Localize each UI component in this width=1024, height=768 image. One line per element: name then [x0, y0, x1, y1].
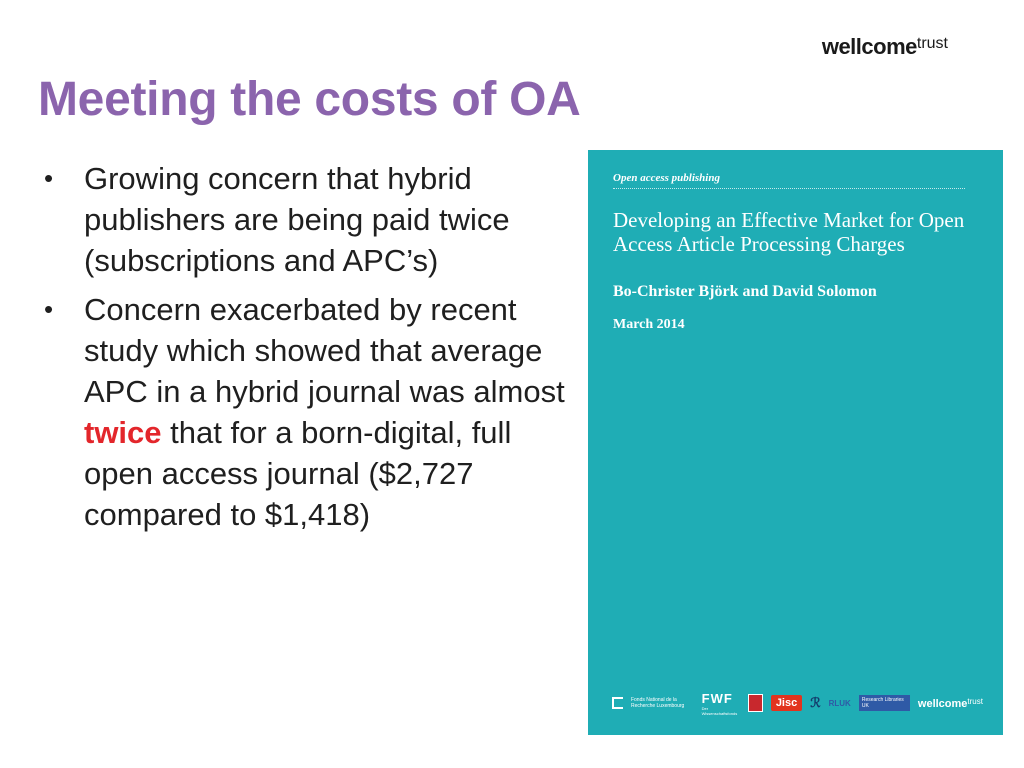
bullet-text-before: Concern exacerbated by recent study which showed that average APC in a hybrid journal was almost: [84, 292, 565, 409]
bullet-text-after: that for a born-digital, full open access journal ($2,727 compared to $1,418): [84, 415, 512, 532]
logo-light-text: trust: [916, 35, 948, 52]
rluk-logo: RLUK: [828, 698, 851, 708]
shield-logo-icon: [748, 694, 763, 712]
cover-date: March 2014: [613, 317, 685, 332]
cover-title: Developing an Effective Market for Open Access Article Processing Charges: [613, 208, 965, 256]
fwf-logo-text: FWF: [701, 690, 733, 706]
cover-wellcome-light: trust: [967, 697, 983, 706]
cover-series: Open access publishing: [613, 172, 720, 184]
bullet-text: Growing concern that hybrid publishers are being paid twice (subscriptions and APC’s): [84, 161, 510, 278]
report-cover-image: [588, 150, 1003, 735]
bullet-item: [40, 289, 580, 535]
fwf-logo-subtext: Der Wissenschaftsfonds: [701, 705, 738, 716]
fnr-logo-icon: [612, 697, 623, 709]
cover-dotted-rule: [613, 188, 965, 189]
cover-authors: Bo-Christer Björk and David Solomon: [613, 283, 877, 300]
logo-bold-text: wellcome: [821, 34, 917, 59]
cover-wellcome-logo: [918, 694, 983, 712]
fwf-logo: [702, 691, 741, 716]
fnr-logo-text: Fonds National de la Recherche Luxembourg: [630, 697, 685, 709]
swirl-logo-icon: ℛ: [810, 695, 821, 710]
highlight-word: twice: [84, 415, 162, 450]
bullet-dot-icon: •: [44, 294, 54, 324]
cover-funder-logos: [612, 690, 983, 716]
jisc-logo: Jisc: [771, 695, 802, 711]
wellcome-trust-logo: [822, 34, 948, 60]
bullet-list: [40, 158, 580, 543]
bullet-item: [40, 158, 580, 281]
bullet-dot-icon: •: [44, 163, 54, 193]
slide-title: Meeting the costs of OA: [38, 73, 581, 126]
rluk-logo-text: Research Libraries UK: [859, 695, 910, 711]
cover-wellcome-bold: wellcome: [917, 698, 968, 710]
